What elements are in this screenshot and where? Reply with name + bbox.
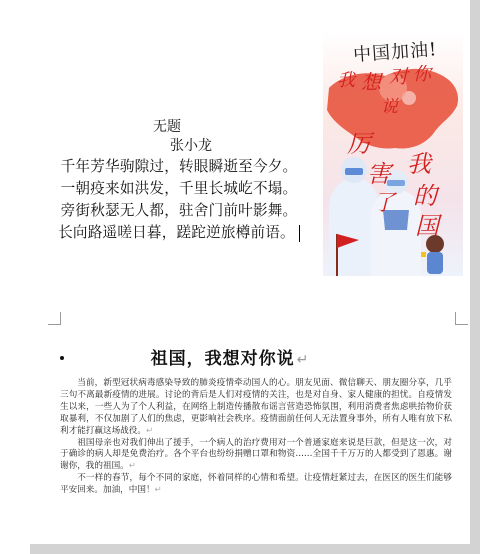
paragraph-mark: ↵ <box>154 485 162 496</box>
page-shadow <box>30 544 480 554</box>
poster-char: 的 <box>413 182 437 210</box>
article-body[interactable] <box>60 378 452 497</box>
poem-line-text: 长向路遥嗟日暮，蹉跎逆旅樽前语。 <box>58 224 295 241</box>
poster-char: 我 <box>337 70 355 91</box>
page-shadow <box>470 0 480 554</box>
article-paragraph <box>60 378 452 438</box>
poster-char: 厉 <box>347 130 371 158</box>
poster-char: 对 <box>389 66 409 88</box>
poster-char: 害 <box>367 160 391 188</box>
paragraph-text: 当前，新型冠状病毒感染导致的肺炎疫情牵动国人的心。朋友见面、微信聊天、朋友圈分享，几乎三句不离最新疫情的进展。讨论的背后是人们对疫情的关注，也是对自身、家人健康的担忧。自疫情发生以来，一些人为了个人利益，在网络上制造传播散布谣言营造恐怖氛围，利用消费者焦虑哄抬物价获取暴利，不仅加剧了人们的焦虑，更影响社会秩序。疫情面前任何人无法置身事外，所有人唯有放下私利才能打赢这场战役。 <box>60 378 452 436</box>
paragraph-mark: ↵ <box>296 352 310 368</box>
article-title[interactable] <box>80 344 380 369</box>
poem-title: 无题 <box>153 119 181 135</box>
poster-char: 说 <box>381 97 398 117</box>
poem-line-last <box>34 222 324 244</box>
poem-line: 千年芳华驹隙过，转眼瞬逝至今夕。 <box>60 158 298 175</box>
paragraph-mark: ↵ <box>145 425 154 436</box>
article-paragraph <box>60 473 452 497</box>
poem-author: 张小龙 <box>170 138 212 154</box>
poster-header: 中国加油! <box>352 39 438 66</box>
poster-char: 我 <box>407 150 431 178</box>
margin-corner-mark <box>455 312 468 325</box>
poem-block[interactable] <box>34 118 324 244</box>
poster-char: 想 <box>361 70 381 94</box>
paragraph-text: 不一样的春节，每个不同的家庭，怀着同样的心情和希望。让疫情赶紧过去，在医区的医生们能够平安回来。加油，中国！ <box>60 473 452 496</box>
poem-line: 旁街秋瑟无人都，驻舍门前叶影舞。 <box>60 202 298 219</box>
margin-corner-mark <box>48 312 61 325</box>
poster-char: 你 <box>413 64 431 85</box>
paragraph-mark: ↵ <box>128 461 136 472</box>
article-title-text: 祖国，我想对你说 <box>150 349 295 369</box>
text-cursor <box>299 225 300 242</box>
article-paragraph <box>60 438 452 474</box>
poem-line: 一朝疫来如洪发，千里长城屹不塌。 <box>60 180 298 197</box>
poster-char: 国 <box>415 212 439 240</box>
poster-image[interactable] <box>323 30 463 276</box>
bullet-dot <box>60 356 64 360</box>
poster-char: 了 <box>373 191 396 216</box>
paragraph-text: 祖国母亲也对我们伸出了援手，一个病人的治疗费用对一个普通家庭来说是巨款，但是这一次，对于确诊的病人却是免费治疗。各个平台也纷纷捐赠口罩和物资……全国千千万万的人都受到了恩惠。谢谢你，我的祖国。 <box>60 437 452 472</box>
